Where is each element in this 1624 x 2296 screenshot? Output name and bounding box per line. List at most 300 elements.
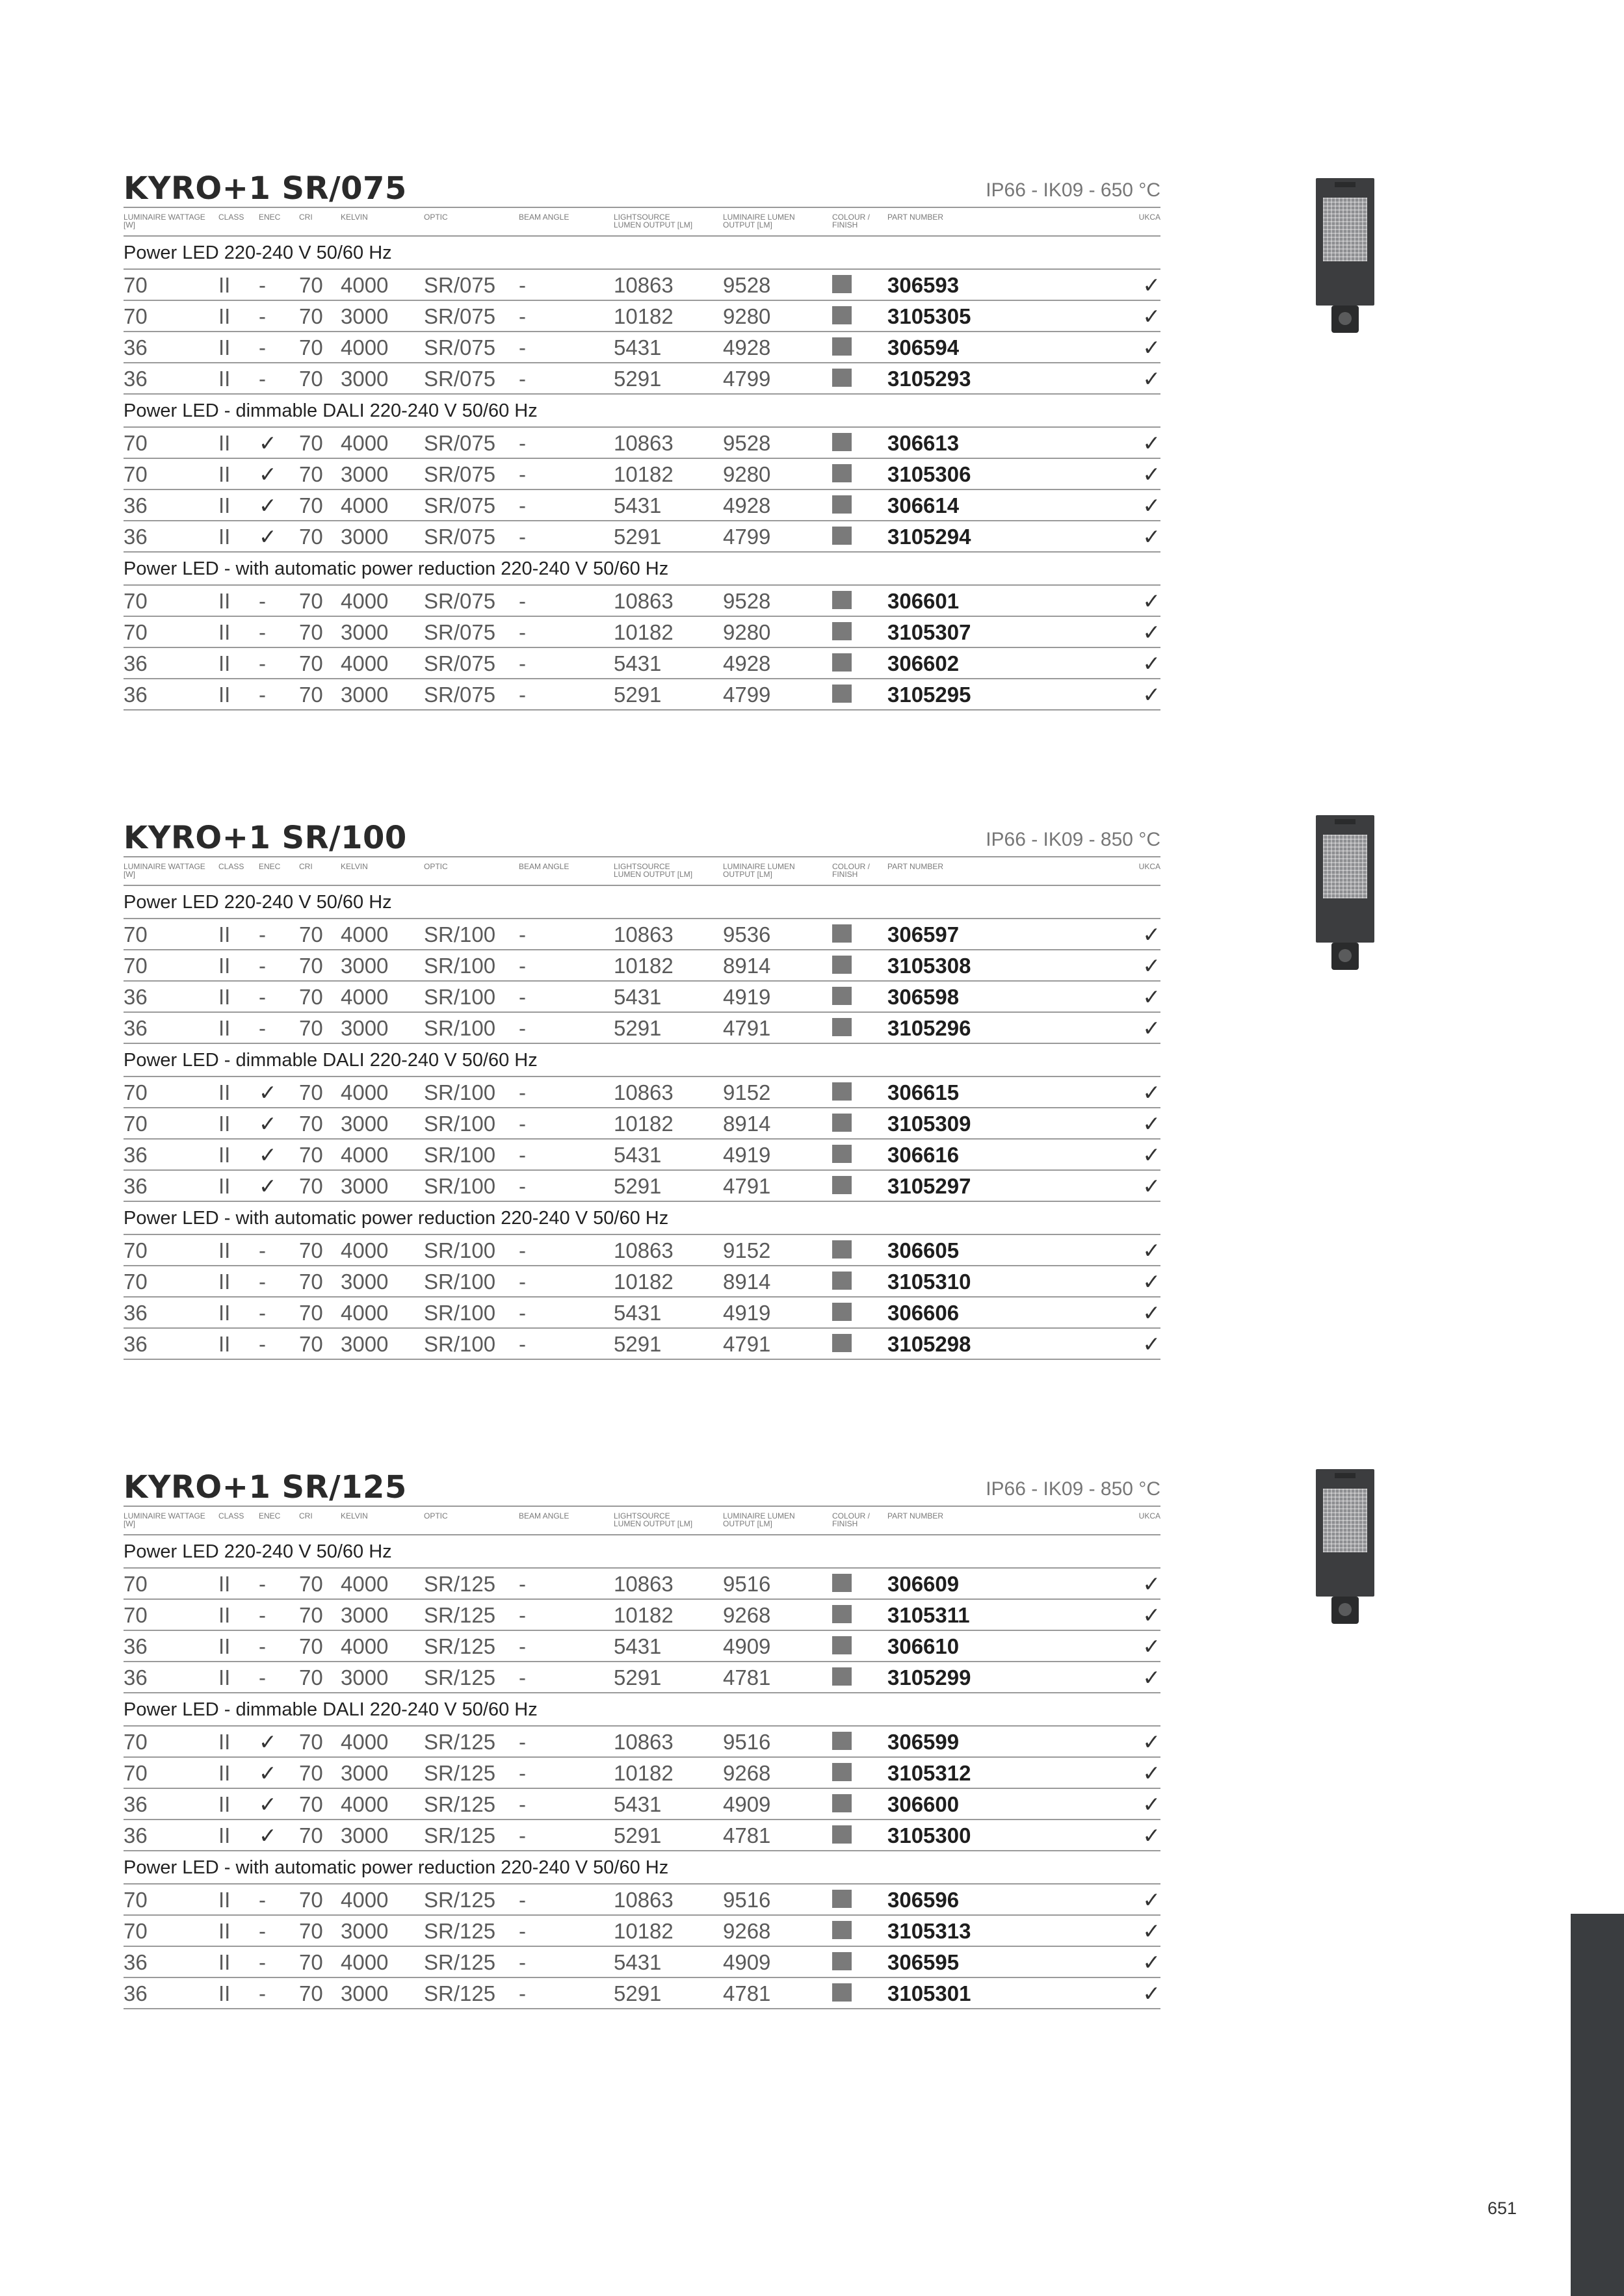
cell-lightsource-lumen: 10863 [614,1888,674,1912]
cell-lightsource-lumen: 10182 [614,1270,674,1294]
colour-swatch [832,464,852,482]
cell-kelvin: 3000 [341,1919,389,1943]
cell-enec: - [259,1950,266,1974]
cell-luminaire-lumen: 8914 [723,954,771,978]
cell-part-number: 3105305 [887,304,971,328]
cell-kelvin: 3000 [341,620,389,644]
cell-class: II [218,1634,231,1658]
cell-lightsource-lumen: 10863 [614,273,674,297]
cell-enec: ✓ [259,493,277,517]
cell-enec: - [259,304,266,328]
table-row [124,1947,1160,1978]
cell-cri: 70 [299,1950,323,1974]
product-section-sr125 [124,1464,1160,2009]
cell-beam-angle: - [519,620,526,644]
colour-swatch [832,369,852,387]
cell-optic: SR/100 [424,954,496,978]
col-header-lightsource-lumen: LIGHTSOURCE LUMEN OUTPUT [LM] [614,862,693,879]
cell-kelvin: 4000 [341,651,389,675]
cell-ukca: ✓ [1142,683,1160,707]
cell-cri: 70 [299,1301,323,1325]
cell-ukca: ✓ [1142,1174,1160,1198]
cell-beam-angle: - [519,1919,526,1943]
col-header-beam-angle: BEAM ANGLE [519,213,570,222]
colour-swatch [832,653,852,672]
col-header-optic: OPTIC [424,213,448,222]
cell-beam-angle: - [519,1572,526,1596]
cell-cri: 70 [299,1634,323,1658]
cell-ukca: ✓ [1142,1301,1160,1325]
cell-wattage: 70 [124,620,148,644]
cell-kelvin: 4000 [341,335,389,359]
table-row [124,1569,1160,1600]
col-header-enec: ENEC [259,213,281,222]
cell-kelvin: 3000 [341,683,389,707]
cell-kelvin: 3000 [341,954,389,978]
col-header-class: CLASS [218,862,244,871]
colour-swatch [832,685,852,703]
cell-beam-angle: - [519,1112,526,1136]
cell-lightsource-lumen: 10182 [614,1761,674,1785]
product-section-sr100 [124,815,1160,1360]
colour-swatch [832,1667,852,1686]
col-header-class: CLASS [218,1511,244,1520]
cell-kelvin: 3000 [341,1174,389,1198]
cell-lightsource-lumen: 5431 [614,1950,662,1974]
group-header [124,1851,1160,1885]
colour-swatch [832,1272,852,1290]
colour-swatch [832,1921,852,1939]
table-row [124,586,1160,617]
col-header-wattage: LUMINAIRE WATTAGE [W] [124,213,205,229]
table-row [124,1978,1160,2009]
cell-cri: 70 [299,1761,323,1785]
cell-wattage: 70 [124,1112,148,1136]
cell-lightsource-lumen: 5431 [614,1634,662,1658]
group-header [124,1693,1160,1727]
cell-part-number: 3105311 [887,1603,970,1627]
group-header [124,553,1160,586]
col-header-cri: CRI [299,213,313,222]
cell-luminaire-lumen: 4791 [723,1332,771,1356]
cell-kelvin: 4000 [341,922,389,946]
table-row [124,1140,1160,1171]
cell-lightsource-lumen: 5431 [614,651,662,675]
cell-optic: SR/075 [424,493,496,517]
cell-luminaire-lumen: 8914 [723,1112,771,1136]
cell-enec: - [259,589,266,613]
cell-luminaire-lumen: 4928 [723,493,771,517]
cell-cri: 70 [299,1823,323,1847]
group-header [124,395,1160,428]
cell-ukca: ✓ [1142,954,1160,978]
cell-cri: 70 [299,1665,323,1689]
cell-beam-angle: - [519,1332,526,1356]
colour-swatch [832,956,852,974]
cell-kelvin: 3000 [341,1823,389,1847]
cell-class: II [218,985,231,1009]
cell-part-number: 3105312 [887,1761,971,1785]
cell-part-number: 306606 [887,1301,960,1325]
cell-ukca: ✓ [1142,1016,1160,1040]
product-title: KYRO+1 SR/100 [124,820,407,856]
col-header-part-number: PART NUMBER [887,213,944,222]
cell-beam-angle: - [519,304,526,328]
cell-lightsource-lumen: 5291 [614,1174,662,1198]
cell-beam-angle: - [519,1016,526,1040]
cell-beam-angle: - [519,431,526,455]
cell-part-number: 306601 [887,589,960,613]
cell-lightsource-lumen: 5291 [614,1665,662,1689]
group-title: Power LED - with automatic power reduction 220-240 V 50/60 Hz [124,1857,669,1878]
cell-wattage: 36 [124,1301,148,1325]
cell-cri: 70 [299,367,323,391]
cell-cri: 70 [299,1730,323,1754]
cell-wattage: 36 [124,1950,148,1974]
cell-kelvin: 3000 [341,304,389,328]
table-row [124,1916,1160,1947]
cell-enec: - [259,273,266,297]
cell-luminaire-lumen: 9280 [723,462,771,486]
colour-swatch [832,527,852,545]
cell-wattage: 70 [124,589,148,613]
cell-luminaire-lumen: 4919 [723,985,771,1009]
cell-part-number: 3105298 [887,1332,971,1356]
group-title: Power LED 220-240 V 50/60 Hz [124,1541,392,1562]
cell-part-number: 3105307 [887,620,971,644]
cell-class: II [218,1792,231,1816]
cell-part-number: 3105309 [887,1112,971,1136]
group-title: Power LED - dimmable DALI 220-240 V 50/60 Hz [124,1050,538,1071]
cell-cri: 70 [299,1792,323,1816]
cell-optic: SR/125 [424,1950,496,1974]
cell-cri: 70 [299,493,323,517]
cell-cri: 70 [299,335,323,359]
cell-beam-angle: - [519,1634,526,1658]
cell-wattage: 36 [124,335,148,359]
cell-kelvin: 3000 [341,1603,389,1627]
table-row [124,1171,1160,1202]
cell-class: II [218,1730,231,1754]
cell-beam-angle: - [519,1238,526,1262]
cell-beam-angle: - [519,1603,526,1627]
cell-cri: 70 [299,462,323,486]
table-row [124,1631,1160,1662]
cell-ukca: ✓ [1142,1332,1160,1356]
table-row [124,1329,1160,1360]
colour-swatch [832,495,852,514]
cell-class: II [218,589,231,613]
protection-rating: IP66 - IK09 - 850 °C [986,829,1160,850]
col-header-enec: ENEC [259,862,281,871]
cell-class: II [218,431,231,455]
cell-luminaire-lumen: 4781 [723,1665,771,1689]
cell-kelvin: 3000 [341,367,389,391]
cell-cri: 70 [299,1981,323,2005]
cell-wattage: 70 [124,954,148,978]
cell-wattage: 36 [124,1143,148,1167]
cell-optic: SR/075 [424,525,496,549]
cell-ukca: ✓ [1142,651,1160,675]
cell-cri: 70 [299,1238,323,1262]
cell-ukca: ✓ [1142,525,1160,549]
cell-optic: SR/100 [424,1332,496,1356]
col-header-enec: ENEC [259,1511,281,1520]
cell-kelvin: 4000 [341,1238,389,1262]
cell-kelvin: 3000 [341,1112,389,1136]
cell-part-number: 3105310 [887,1270,971,1294]
cell-enec: - [259,1665,266,1689]
cell-kelvin: 3000 [341,1270,389,1294]
cell-beam-angle: - [519,1301,526,1325]
chapter-tab [1571,1914,1624,2296]
table-row [124,1013,1160,1044]
cell-luminaire-lumen: 9152 [723,1080,771,1104]
cell-beam-angle: - [519,1080,526,1104]
cell-class: II [218,1823,231,1847]
cell-enec: - [259,1572,266,1596]
colour-swatch [832,1952,852,1970]
cell-luminaire-lumen: 4909 [723,1792,771,1816]
col-header-cri: CRI [299,1511,313,1520]
cell-lightsource-lumen: 10182 [614,954,674,978]
col-header-colour-finish: COLOUR / FINISH [832,213,871,229]
cell-beam-angle: - [519,922,526,946]
cell-kelvin: 4000 [341,1634,389,1658]
cell-enec: - [259,1238,266,1262]
cell-class: II [218,683,231,707]
cell-cri: 70 [299,954,323,978]
cell-lightsource-lumen: 5291 [614,1981,662,2005]
cell-enec: ✓ [259,1792,277,1816]
col-header-kelvin: KELVIN [341,1511,368,1520]
colour-swatch [832,987,852,1005]
cell-wattage: 70 [124,1572,148,1596]
cell-beam-angle: - [519,493,526,517]
cell-lightsource-lumen: 10863 [614,1080,674,1104]
col-header-optic: OPTIC [424,1511,448,1520]
cell-ukca: ✓ [1142,1143,1160,1167]
cell-ukca: ✓ [1142,1950,1160,1974]
cell-luminaire-lumen: 9528 [723,431,771,455]
cell-beam-angle: - [519,589,526,613]
cell-kelvin: 4000 [341,1730,389,1754]
cell-beam-angle: - [519,1981,526,2005]
cell-luminaire-lumen: 4799 [723,683,771,707]
cell-luminaire-lumen: 8914 [723,1270,771,1294]
table-row [124,982,1160,1013]
col-header-part-number: PART NUMBER [887,862,944,871]
cell-wattage: 70 [124,1919,148,1943]
cell-class: II [218,525,231,549]
cell-cri: 70 [299,1174,323,1198]
cell-enec: ✓ [259,1112,277,1136]
cell-luminaire-lumen: 9268 [723,1761,771,1785]
table-row [124,950,1160,982]
cell-optic: SR/075 [424,367,496,391]
cell-kelvin: 4000 [341,273,389,297]
cell-class: II [218,367,231,391]
cell-optic: SR/125 [424,1730,496,1754]
table-row [124,1077,1160,1108]
cell-wattage: 70 [124,273,148,297]
col-header-ukca: UKCA [1138,213,1160,222]
cell-enec: - [259,1301,266,1325]
cell-luminaire-lumen: 9152 [723,1238,771,1262]
cell-lightsource-lumen: 5291 [614,683,662,707]
cell-kelvin: 4000 [341,1301,389,1325]
cell-ukca: ✓ [1142,335,1160,359]
cell-part-number: 306605 [887,1238,960,1262]
table-row [124,332,1160,363]
cell-wattage: 36 [124,525,148,549]
cell-class: II [218,304,231,328]
cell-wattage: 70 [124,1270,148,1294]
cell-class: II [218,462,231,486]
colour-swatch [832,306,852,324]
cell-kelvin: 4000 [341,1143,389,1167]
cell-beam-angle: - [519,1823,526,1847]
cell-enec: - [259,922,266,946]
product-section-sr075 [124,165,1160,711]
cell-kelvin: 4000 [341,1080,389,1104]
cell-enec: ✓ [259,1761,277,1785]
cell-ukca: ✓ [1142,367,1160,391]
cell-wattage: 70 [124,1761,148,1785]
cell-kelvin: 3000 [341,1332,389,1356]
colour-swatch [832,337,852,356]
cell-part-number: 3105300 [887,1823,971,1847]
cell-optic: SR/075 [424,651,496,675]
cell-optic: SR/125 [424,1572,496,1596]
cell-optic: SR/100 [424,985,496,1009]
cell-kelvin: 3000 [341,462,389,486]
cell-optic: SR/125 [424,1634,496,1658]
cell-luminaire-lumen: 4799 [723,367,771,391]
group-header [124,886,1160,919]
cell-lightsource-lumen: 10182 [614,620,674,644]
group-title: Power LED - with automatic power reduction 220-240 V 50/60 Hz [124,1208,669,1229]
cell-kelvin: 4000 [341,985,389,1009]
cell-optic: SR/100 [424,1270,496,1294]
cell-wattage: 70 [124,1603,148,1627]
col-header-luminaire-lumen: LUMINAIRE LUMEN OUTPUT [LM] [723,862,795,879]
table-row [124,1266,1160,1298]
cell-part-number: 306600 [887,1792,960,1816]
cell-lightsource-lumen: 10863 [614,589,674,613]
cell-beam-angle: - [519,1730,526,1754]
group-title: Power LED - dimmable DALI 220-240 V 50/60 Hz [124,400,538,421]
cell-wattage: 36 [124,985,148,1009]
cell-enec: - [259,651,266,675]
cell-class: II [218,1112,231,1136]
cell-ukca: ✓ [1142,1270,1160,1294]
cell-beam-angle: - [519,1270,526,1294]
cell-part-number: 3105299 [887,1665,971,1689]
col-header-kelvin: KELVIN [341,213,368,222]
cell-class: II [218,1950,231,1974]
cell-wattage: 36 [124,1634,148,1658]
cell-beam-angle: - [519,273,526,297]
col-header-luminaire-lumen: LUMINAIRE LUMEN OUTPUT [LM] [723,213,795,229]
colour-swatch [832,1636,852,1654]
cell-wattage: 36 [124,493,148,517]
table-row [124,270,1160,301]
cell-class: II [218,493,231,517]
cell-wattage: 70 [124,1080,148,1104]
cell-lightsource-lumen: 10182 [614,462,674,486]
cell-class: II [218,1981,231,2005]
cell-lightsource-lumen: 10182 [614,1112,674,1136]
colour-swatch [832,275,852,293]
cell-wattage: 36 [124,1174,148,1198]
cell-optic: SR/125 [424,1603,496,1627]
product-title: KYRO+1 SR/125 [124,1469,407,1506]
cell-enec: - [259,620,266,644]
cell-class: II [218,1016,231,1040]
cell-wattage: 36 [124,651,148,675]
cell-luminaire-lumen: 4919 [723,1301,771,1325]
cell-enec: - [259,1981,266,2005]
table-row [124,648,1160,679]
cell-luminaire-lumen: 4791 [723,1174,771,1198]
cell-enec: ✓ [259,1823,277,1847]
cell-part-number: 306613 [887,431,960,455]
cell-cri: 70 [299,683,323,707]
cell-kelvin: 4000 [341,431,389,455]
cell-enec: ✓ [259,431,277,455]
cell-wattage: 36 [124,1823,148,1847]
group-header [124,1044,1160,1077]
cell-luminaire-lumen: 9280 [723,620,771,644]
cell-cri: 70 [299,620,323,644]
cell-optic: SR/100 [424,1301,496,1325]
col-header-ukca: UKCA [1138,862,1160,871]
table-header [124,1506,1160,1535]
col-header-colour-finish: COLOUR / FINISH [832,862,871,879]
table-row [124,301,1160,332]
cell-wattage: 36 [124,1016,148,1040]
cell-class: II [218,1332,231,1356]
table-row [124,1600,1160,1631]
cell-ukca: ✓ [1142,1080,1160,1104]
cell-class: II [218,1888,231,1912]
cell-ukca: ✓ [1142,1634,1160,1658]
colour-swatch [832,622,852,640]
cell-luminaire-lumen: 4928 [723,651,771,675]
cell-luminaire-lumen: 9280 [723,304,771,328]
cell-lightsource-lumen: 10863 [614,1238,674,1262]
cell-cri: 70 [299,589,323,613]
colour-swatch [832,1334,852,1352]
cell-class: II [218,620,231,644]
group-header [124,237,1160,270]
colour-swatch [832,1114,852,1132]
cell-wattage: 36 [124,1665,148,1689]
cell-beam-angle: - [519,525,526,549]
cell-optic: SR/075 [424,462,496,486]
cell-class: II [218,1603,231,1627]
cell-kelvin: 4000 [341,589,389,613]
colour-swatch [832,1983,852,2002]
cell-cri: 70 [299,1332,323,1356]
table-row [124,1662,1160,1693]
cell-enec: - [259,1603,266,1627]
protection-rating: IP66 - IK09 - 650 °C [986,179,1160,201]
cell-luminaire-lumen: 4781 [723,1823,771,1847]
cell-part-number: 3105297 [887,1174,971,1198]
col-header-wattage: LUMINAIRE WATTAGE [W] [124,862,205,879]
